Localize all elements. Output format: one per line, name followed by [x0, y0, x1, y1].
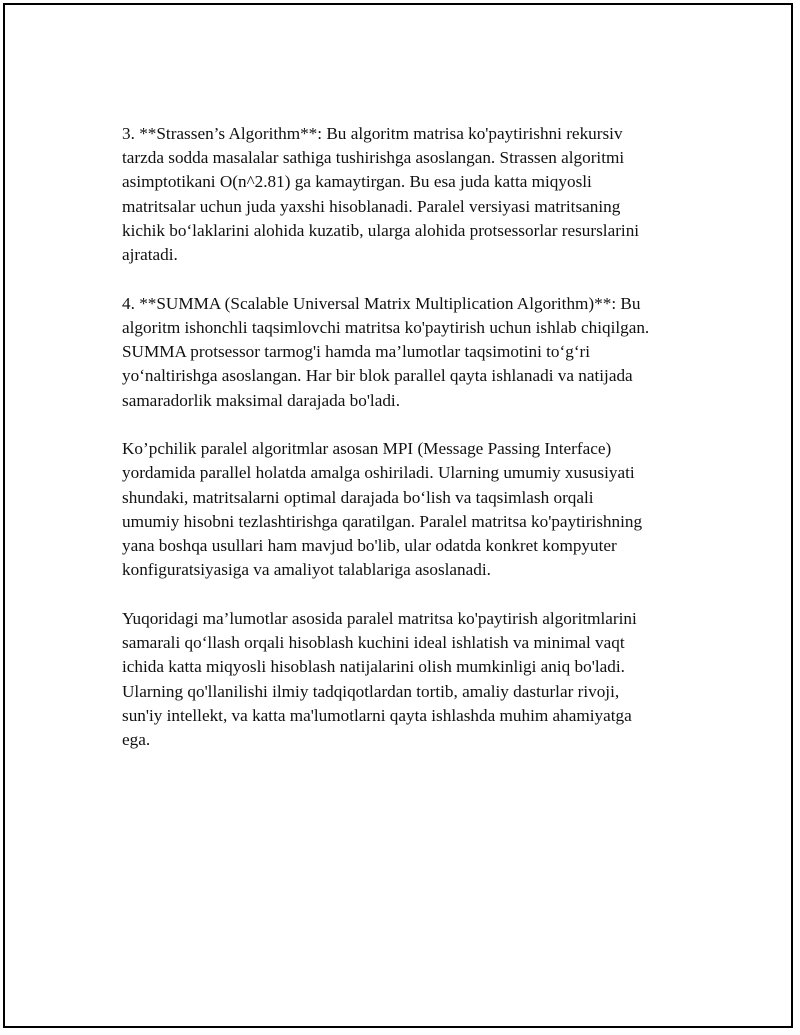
document-page [3, 3, 793, 1028]
paragraph-summa: 4. **SUMMA (Scalable Universal Matrix Multiplication Algorithm)**: Bu algoritm ishonchli taqsimlovchi matritsa ko'paytirish uchun ishlab chiqilgan. SUMMA protsessor tarmog'i hamda ma’lumotlar taqsimotini to‘g‘ri yo‘naltirishga asoslangan. Har bir blok parallel qayta ishlanadi va natijada samaradorlik maksimal darajada bo'ladi. [122, 293, 650, 410]
document-body [122, 122, 692, 777]
paragraph-strassen: 3. **Strassen’s Algorithm**: Bu algoritm matrisa ko'paytirishni rekursiv tarzda sodda masalalar sathiga tushirishga asoslangan. Strassen algoritmi asimptotikani O(n^2.81) ga kamaytirgan. Bu esa juda katta miqyosli matritsalar uchun juda yaxshi hisoblanadi. Paralel versiyasi matritsaning kichik bo‘laklarini alohida kuzatib, ularga alohida protsessorlar resurslarini ajratadi. [122, 124, 640, 265]
paragraph-conclusion: Yuqoridagi ma’lumotlar asosida paralel matritsa ko'paytirish algoritmlarini samarali qo‘llash orqali hisoblash kuchini ideal ishlatish va minimal vaqt ichida katta miqyosli hisoblash natijalarini olish mumkinligi aniq bo'ladi. Ularning qo'llanilishi ilmiy tadqiqotlardan tortib, amaliy dasturlar rivoji, sun'iy intellekt, va katta ma'lumotlarni qayta ishlashda muhim ahamiyatga ega. [122, 608, 637, 749]
paragraph-mpi: Ko’pchilik paralel algoritmlar asosan MPI (Message Passing Interface) yordamida parallel holatda amalga oshiriladi. Ularning umumiy xususiyati shundaki, matritsalarni optimal darajada bo‘lish va taqsimlash orqali umumiy hisobni tezlashtirishga qaratilgan. Paralel matritsa ko'paytirishning yana boshqa usullari ham mavjud bo'lib, ular odatda konkret kompyuter konfiguratsiyasiga va amaliyot talablariga asoslanadi. [122, 439, 643, 580]
